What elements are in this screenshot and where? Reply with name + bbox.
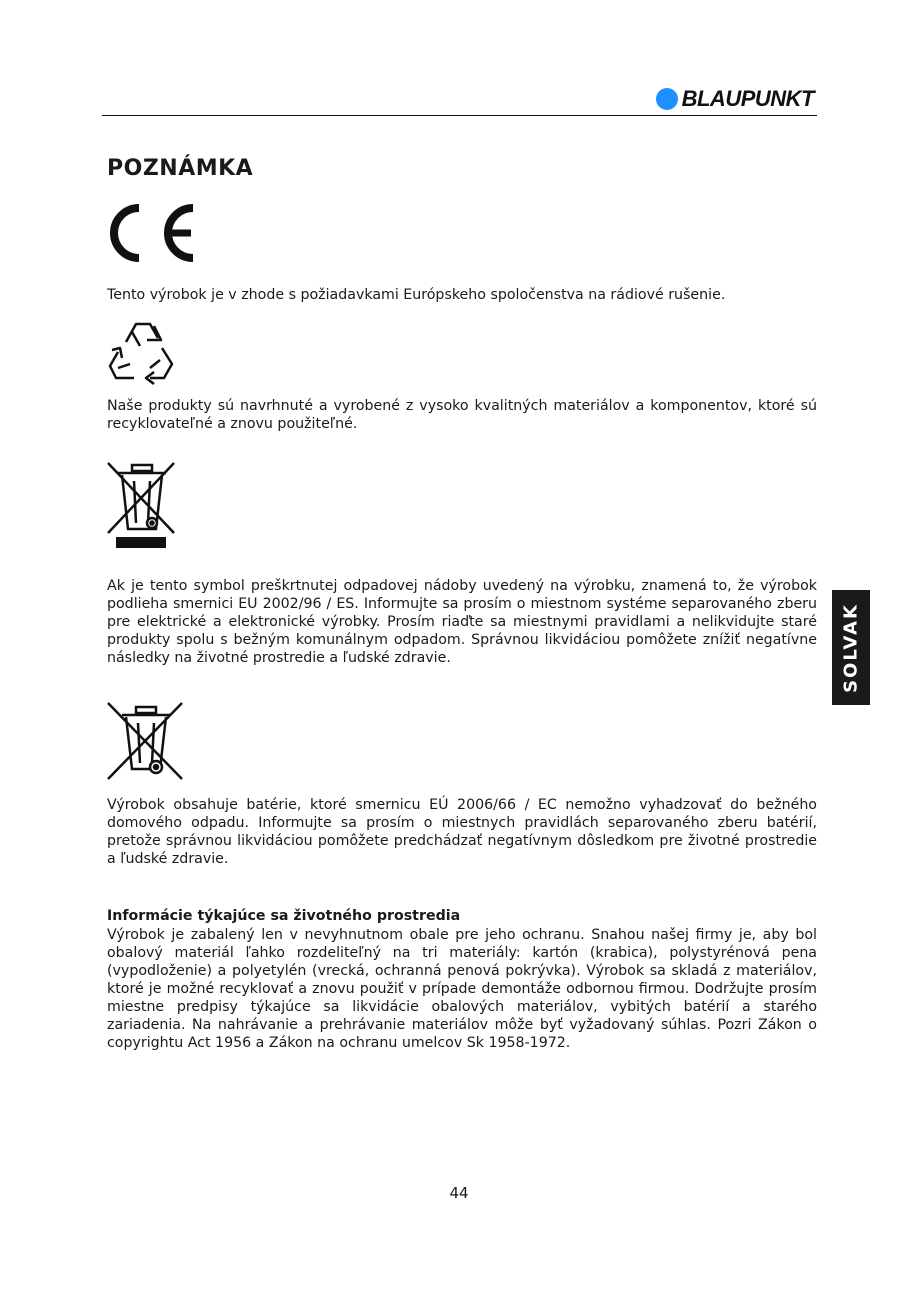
brand-dot-icon [656, 88, 678, 110]
recycle-icon [106, 318, 176, 386]
ce-mark-icon [107, 200, 199, 266]
weee-bin-icon [106, 461, 178, 551]
language-side-tab [832, 590, 870, 705]
header-rule [102, 115, 817, 116]
weee-text: Ak je tento symbol preškrtnutej odpadovej nádoby uvedený na výrobku, znamená to, že výrobok podlieha smernici EU 2002/96 / ES. Informujte sa prosím o miestnom systéme separovaného zberu pre elektrické a elektronické výrobky. Prosím riaďte sa miestnymi pravidlami a nelikvidujte staré produkty spolu s bežným komunálnym odpadom. Správnou likvidáciou pomôžete znížiť negatívne následky na životné prostredie a ľudské zdravie. [107, 578, 817, 666]
page-number: 44 [449, 1184, 469, 1202]
env-text: Výrobok je zabalený len v nevyhnutnom obale pre jeho ochranu. Snahou našej firmy je, aby bol obalový materiál ľahko rozdeliteľný na tri materiály: kartón (krabica), polystyrénová pena (vypodloženie) a polyetylén (vrecká, ochranná penová pokrývka). Výrobok sa skladá z materiálov, ktoré je možné recyklovať a znovu použiť v prípade demontáže odbornou firmou. Dodržujte prosím miestne predpisy týkajúce sa likvidácie obalových materiálov, vybitých batérií a starého zariadenia. Na nahrávanie a prehrávanie materiálov môže byť vyžadovaný súhlas. Pozri Zákon o copyrightu Act 1956 a Zákon na ochranu umelcov Sk 1958-1972. [107, 927, 817, 1051]
language-tab-label: SOLVAK [840, 602, 862, 693]
env-heading: Informácie týkajúce sa životného prostredia [107, 908, 461, 924]
brand-logo [656, 86, 814, 112]
battery-text: Výrobok obsahuje batérie, ktoré smernicu EÚ 2006/66 / EC nemožno vyhadzovať do bežného domového odpadu. Informujte sa prosím o miestnych pravidlách separovaného zberu batérií, pretože správnou likvidáciou pomôžete predchádzať negatívnym dôsledkom pre životné prostredie a ľudské zdravie. [107, 797, 817, 867]
battery-bin-icon [106, 701, 186, 783]
page-title: POZNÁMKA [107, 156, 254, 181]
brand-name: BLAUPUNKT [681, 86, 814, 111]
ce-text: Tento výrobok je v zhode s požiadavkami Európskeho spoločenstva na rádiové rušenie. [107, 287, 726, 303]
recycle-text: Naše produkty sú navrhnuté a vyrobené z vysoko kvalitných materiálov a komponentov, ktoré sú recyklovateľné a znovu použiteľné. [107, 398, 817, 432]
